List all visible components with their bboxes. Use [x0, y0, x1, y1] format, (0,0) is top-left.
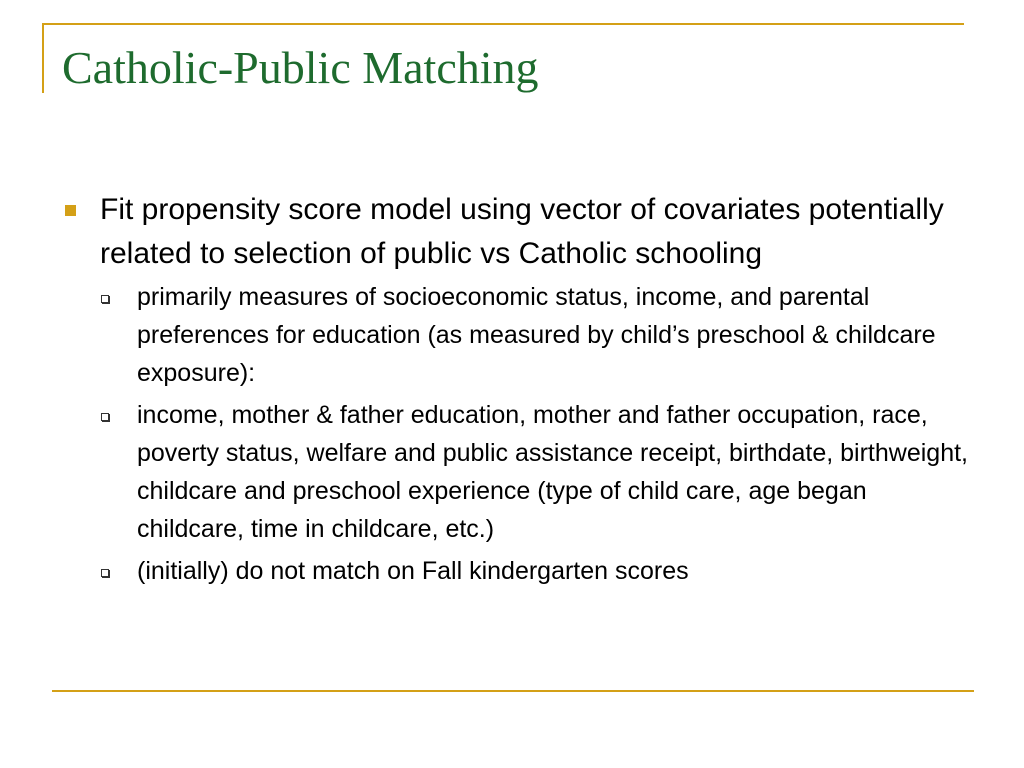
bullet-text: Fit propensity score model using vector of covariates potentially related to selection of public vs Catholic schooling — [100, 193, 944, 270]
sub-bullet-item — [60, 396, 970, 548]
slide-body — [60, 188, 970, 594]
bullet-level1 — [60, 188, 970, 276]
hollow-square-bullet-icon — [101, 569, 109, 577]
sub-bullet-item — [60, 552, 970, 590]
filled-square-bullet-icon — [65, 205, 76, 216]
hollow-square-bullet-icon — [101, 295, 109, 303]
left-gold-rule — [42, 23, 44, 93]
sub-bullet-text: primarily measures of socioeconomic status, income, and parental preferences for education (as measured by child’s preschool & childcare exposure): — [137, 283, 936, 387]
top-gold-rule — [42, 23, 964, 25]
bottom-gold-rule — [52, 690, 974, 692]
sub-bullet-item — [60, 278, 970, 392]
slide-title: Catholic-Public Matching — [62, 42, 539, 93]
sub-bullet-list — [60, 278, 970, 590]
sub-bullet-text: (initially) do not match on Fall kindergarten scores — [137, 557, 689, 585]
hollow-square-bullet-icon — [101, 413, 109, 421]
sub-bullet-text: income, mother & father education, mother and father occupation, race, poverty status, welfare and public assistance receipt, birthdate, birthweight, childcare and preschool experience (type of child care, age began childcare, time in childcare, etc.) — [137, 401, 968, 543]
